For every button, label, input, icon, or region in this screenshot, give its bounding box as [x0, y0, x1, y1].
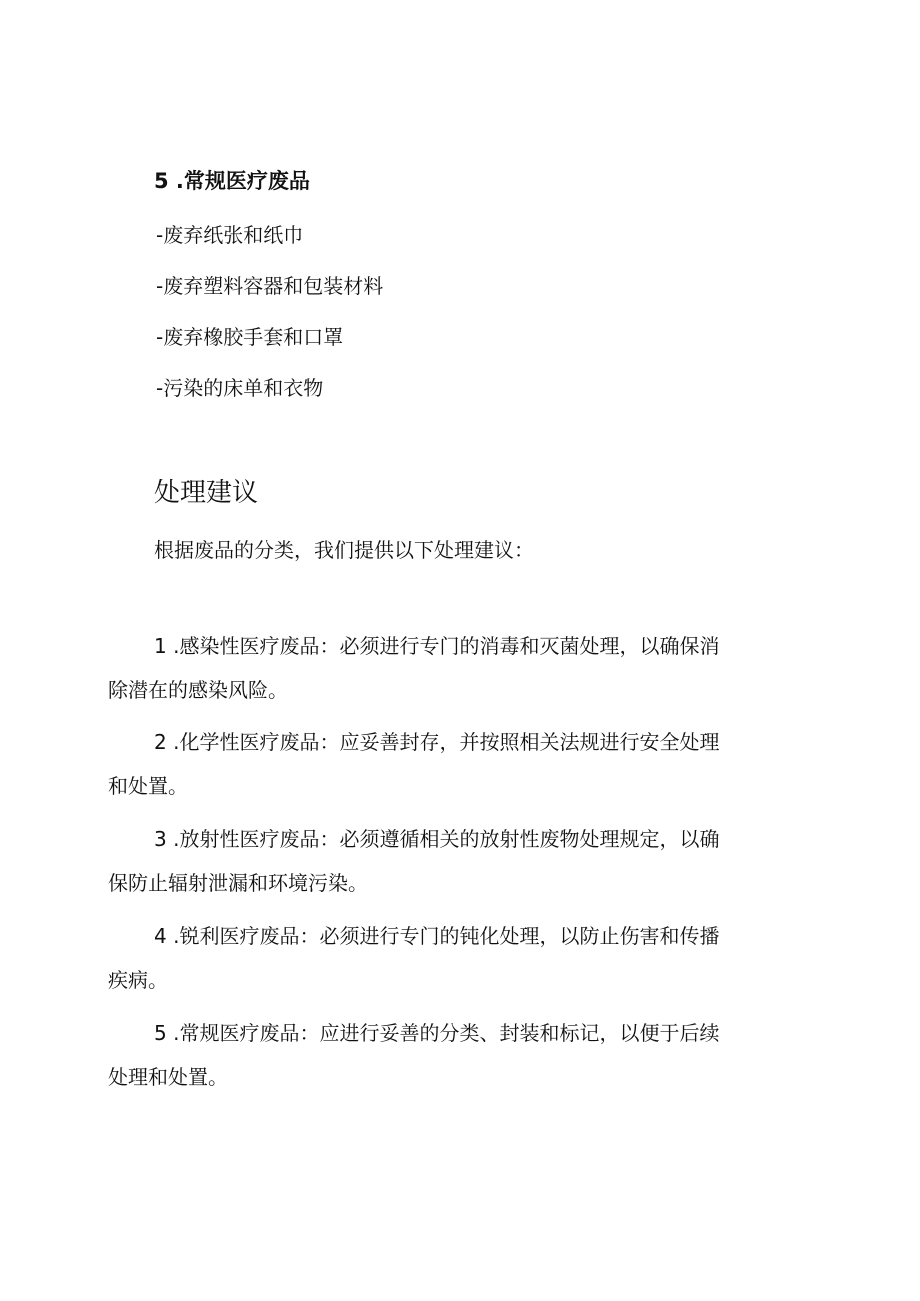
list-item: -污染的床单和衣物 — [156, 376, 324, 400]
advice-intro: 根据废品的分类，我们提供以下处理建议： — [154, 538, 534, 562]
paragraph-line: 处理和处置。 — [108, 1065, 228, 1089]
paragraph-line: 保防止辐射泄漏和环境污染。 — [108, 871, 368, 895]
advice-paragraph — [108, 1011, 808, 1099]
list-item: -废弃纸张和纸巾 — [156, 223, 304, 247]
advice-paragraph — [108, 817, 808, 905]
paragraph-line: 3 .放射性医疗废品：必须遵循相关的放射性废物处理规定，以确 — [154, 827, 720, 851]
list-item: -废弃塑料容器和包装材料 — [156, 274, 384, 298]
paragraph-line: 4 .锐利医疗废品：必须进行专门的钝化处理，以防止伤害和传播 — [154, 924, 720, 948]
list-item: -废弃橡胶手套和口罩 — [156, 325, 344, 349]
section-heading: 5 .常规医疗废品 — [154, 169, 310, 193]
advice-paragraph — [108, 720, 808, 808]
paragraph-line: 和处置。 — [108, 774, 188, 798]
advice-title: 处理建议 — [154, 478, 259, 508]
paragraph-line: 2 .化学性医疗废品：应妥善封存，并按照相关法规进行安全处理 — [154, 730, 720, 754]
advice-paragraph — [108, 624, 808, 712]
paragraph-line: 1 .感染性医疗废品：必须进行专门的消毒和灭菌处理，以确保消 — [154, 634, 720, 658]
paragraph-line: 5 .常规医疗废品：应进行妥善的分类、封装和标记，以便于后续 — [154, 1021, 720, 1045]
paragraph-line: 除潜在的感染风险。 — [108, 678, 288, 702]
advice-paragraph — [108, 914, 808, 1002]
paragraph-line: 疾病。 — [108, 968, 168, 992]
